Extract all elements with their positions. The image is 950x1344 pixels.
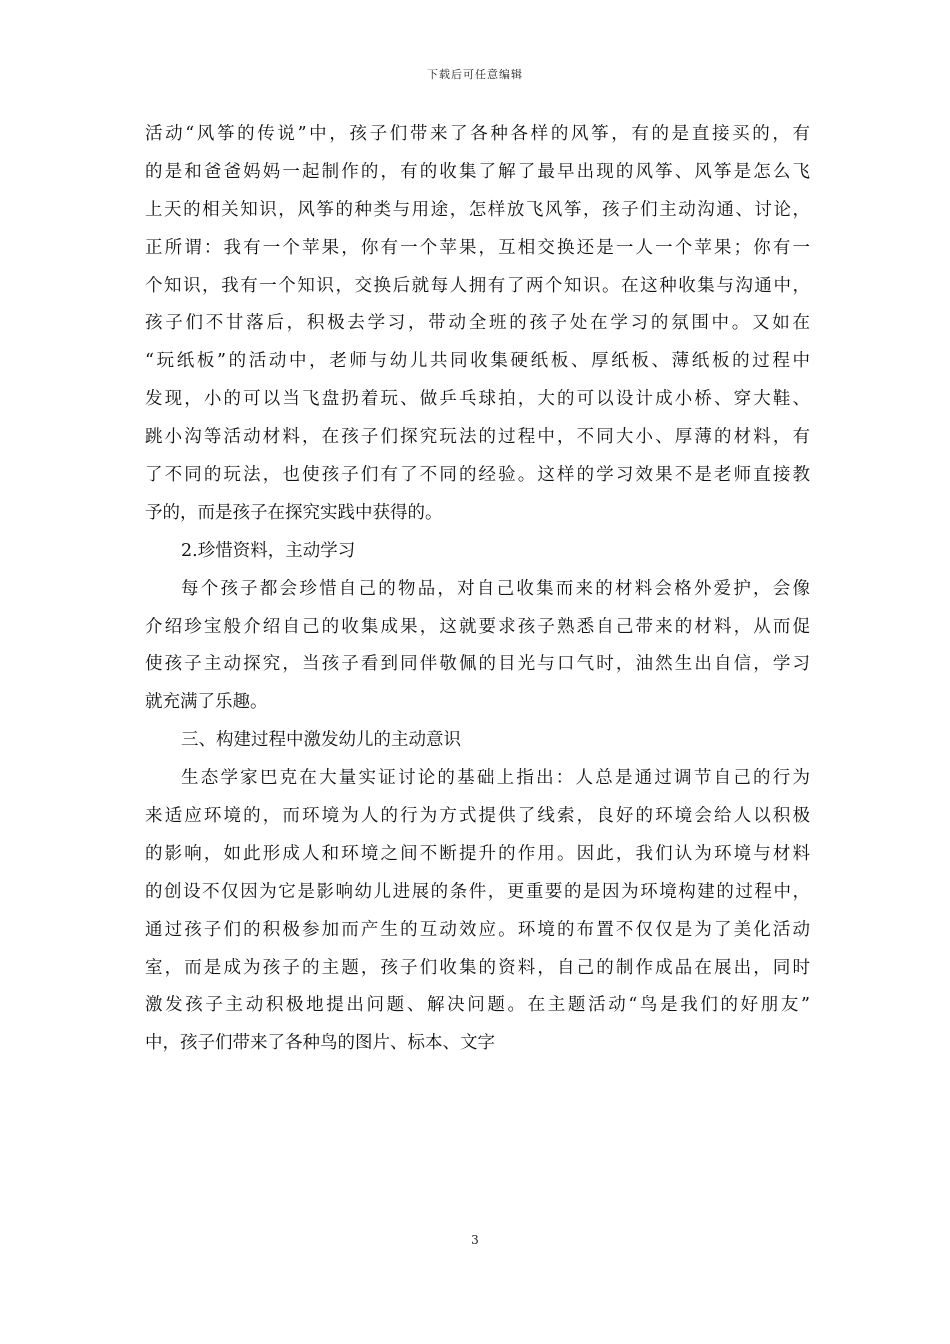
text-line: 正所谓：我有一个苹果，你有一个苹果，互相交换还是一人一个苹果；你有一	[145, 237, 810, 258]
text-line: 的创设不仅因为它是影响幼儿进展的条件，更重要的是因为环境构建的过程中，	[145, 881, 810, 902]
text-line: 使孩子主动探究，当孩子看到同伴敬佩的目光与口气时，油然生出自信，学习	[145, 654, 810, 675]
section-heading: 三、构建过程中激发幼儿的主动意识	[181, 730, 461, 751]
text-line: 发现，小的可以当飞盘扔着玩、做乒乓球拍，大的可以设计成小桥、穿大鞋、	[145, 389, 810, 410]
text-line: 就充满了乐趣。	[145, 692, 268, 713]
page-number: 3	[471, 1233, 479, 1247]
body-text	[145, 116, 810, 1063]
text-line: 生态学家巴克在大量实证讨论的基础上指出：人总是通过调节自己的行为	[181, 768, 810, 789]
text-line: 孩子们不甘落后，积极去学习，带动全班的孩子处在学习的氛围中。又如在	[145, 313, 810, 334]
section-heading: 2.珍惜资料，主动学习	[181, 540, 356, 561]
text-line: 来适应环境的，而环境为人的行为方式提供了线索，良好的环境会给人以积极	[145, 806, 810, 827]
text-line: 个知识，我有一个知识，交换后就每人拥有了两个知识。在这种收集与沟通中，	[145, 275, 810, 296]
text-line: 上天的相关知识，风筝的种类与用途，怎样放飞风筝，孩子们主动沟通、讨论，	[145, 199, 810, 220]
text-line: 激发孩子主动积极地提出问题、解决问题。在主题活动“鸟是我们的好朋友”	[145, 995, 810, 1016]
text-line: 予的，而是孩子在探究实践中获得的。	[145, 502, 443, 523]
text-line: “玩纸板”的活动中，老师与幼儿共同收集硬纸板、厚纸板、薄纸板的过程中	[145, 351, 810, 372]
text-line: 每个孩子都会珍惜自己的物品，对自己收集而来的材料会格外爱护，会像	[181, 578, 810, 599]
page-header: 下载后可任意编辑	[427, 68, 523, 81]
text-line: 介绍珍宝般介绍自己的收集成果，这就要求孩子熟悉自己带来的材料，从而促	[145, 616, 810, 637]
text-line: 活动“风筝的传说”中，孩子们带来了各种各样的风筝，有的是直接买的，有	[145, 124, 810, 144]
text-line: 中，孩子们带来了各种鸟的图片、标本、文字	[145, 1033, 495, 1054]
text-line: 了不同的玩法，也使孩子们有了不同的经验。这样的学习效果不是老师直接教	[145, 465, 810, 486]
text-line: 通过孩子们的积极参加而产生的互动效应。环境的布置不仅仅是为了美化活动	[145, 919, 810, 940]
text-line: 室，而是成为孩子的主题，孩子们收集的资料，自己的制作成品在展出，同时	[145, 957, 810, 978]
text-line: 的影响，如此形成人和环境之间不断提升的作用。因此，我们认为环境与材料	[145, 843, 810, 864]
text-line: 的是和爸爸妈妈一起制作的，有的收集了解了最早出现的风筝、风筝是怎么飞	[145, 161, 810, 182]
text-line: 跳小沟等活动材料，在孩子们探究玩法的过程中，不同大小、厚薄的材料，有	[145, 427, 810, 448]
